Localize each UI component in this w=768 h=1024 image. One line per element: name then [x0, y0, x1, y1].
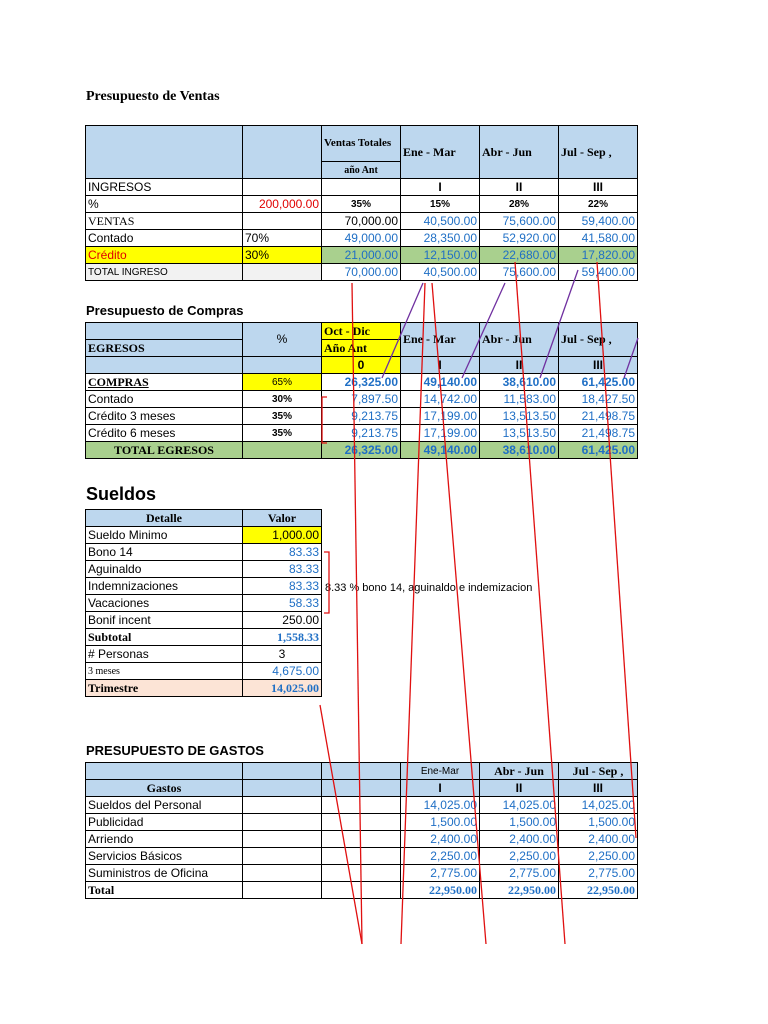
compras-compras-label: COMPRAS	[86, 374, 243, 391]
sueldos-row-label: Sueldo Minimo	[86, 527, 243, 544]
ventas-title: Presupuesto de Ventas	[86, 89, 220, 104]
ventas-total-q1: 40,500.00	[401, 264, 480, 281]
gastos-row-q3: 2,400.00	[559, 831, 638, 848]
compras-total-q1: 49,140.00	[401, 442, 480, 459]
gastos-row-q1: 14,025.00	[401, 797, 480, 814]
ventas-ventas-label: VENTAS	[86, 213, 243, 230]
compras-compras-q1: 49,140.00	[401, 374, 480, 391]
gastos-row-q2: 1,500.00	[480, 814, 559, 831]
cell-empty	[322, 797, 401, 814]
ventas-ventas-anio: 70,000.00	[322, 213, 401, 230]
gastos-row-q3: 14,025.00	[559, 797, 638, 814]
sueldos-row-value: 58.33	[243, 595, 322, 612]
gastos-head-gastos: Gastos	[86, 780, 243, 797]
sueldos-table	[85, 509, 322, 697]
ventas-ingresos-label: INGRESOS	[86, 179, 243, 196]
gastos-row-label: Publicidad	[86, 814, 243, 831]
compras-compras-q2: 38,610.00	[480, 374, 559, 391]
gastos-row-q2: 2,400.00	[480, 831, 559, 848]
gastos-row-label: Sueldos del Personal	[86, 797, 243, 814]
cell-empty	[243, 179, 322, 196]
gastos-row-q2: 14,025.00	[480, 797, 559, 814]
gastos-row-q1: 1,500.00	[401, 814, 480, 831]
gastos-row-label: Arriendo	[86, 831, 243, 848]
cell-empty	[243, 213, 322, 230]
ventas-head-q3: Jul - Sep ,	[559, 126, 638, 179]
ventas-head-totales: Ventas Totales	[322, 126, 401, 162]
ventas-total-q2: 75,600.00	[480, 264, 559, 281]
ventas-credito-q1: 12,150.00	[401, 247, 480, 264]
gastos-row-q1: 2,775.00	[401, 865, 480, 882]
sueldos-row-label: # Personas	[86, 646, 243, 663]
compras-compras-pct: 65%	[243, 374, 322, 391]
gastos-row-q1: 2,250.00	[401, 848, 480, 865]
ventas-ingresos-q2: II	[480, 179, 559, 196]
gastos-total-q3: 22,950.00	[559, 882, 638, 899]
sueldos-row-value: 83.33	[243, 544, 322, 561]
gastos-head-q3: Jul - Sep ,	[559, 763, 638, 780]
compras-contado-q2: 11,583.00	[480, 391, 559, 408]
compras-cred3-q2: 13,513.50	[480, 408, 559, 425]
cell-empty	[243, 357, 322, 374]
cell-empty	[322, 763, 401, 780]
cell-empty	[322, 814, 401, 831]
sueldos-row-value: 3	[243, 646, 322, 663]
gastos-row-label: Servicios Básicos	[86, 848, 243, 865]
ventas-head-q2: Abr - Jun	[480, 126, 559, 179]
ventas-total-label: TOTAL INGRESO	[86, 264, 243, 281]
ventas-head-blank	[86, 126, 243, 179]
cell-empty	[322, 780, 401, 797]
compras-total-q2: 38,610.00	[480, 442, 559, 459]
compras-cred3-o: 9,213.75	[322, 408, 401, 425]
ventas-total-q3: 59,400.00	[559, 264, 638, 281]
ventas-pct-q2: 28%	[480, 196, 559, 213]
compras-num-q1: I	[401, 357, 480, 374]
cell-empty	[243, 814, 322, 831]
ventas-table	[85, 125, 638, 281]
ventas-head-q1: Ene - Mar	[401, 126, 480, 179]
cell-empty	[322, 831, 401, 848]
compras-num-o: 0	[322, 357, 401, 374]
ventas-credito-pct: 30%	[243, 247, 322, 264]
sueldos-title: Sueldos	[86, 484, 157, 504]
sueldos-subtotal-label: Subtotal	[86, 629, 243, 646]
gastos-num-q1: I	[401, 780, 480, 797]
cell-empty	[243, 882, 322, 899]
compras-cred6-pct: 35%	[243, 425, 322, 442]
ventas-head-blank2	[243, 126, 322, 179]
cell-empty	[86, 763, 243, 780]
ventas-pct-q1: 15%	[401, 196, 480, 213]
sueldos-row-value: 83.33	[243, 578, 322, 595]
compras-contado-q3: 18,427.50	[559, 391, 638, 408]
sueldos-subtotal-value: 1,558.33	[243, 629, 322, 646]
compras-egresos-label: EGRESOS	[86, 340, 243, 357]
cell-empty	[322, 179, 401, 196]
cell-empty	[243, 831, 322, 848]
gastos-title: PRESUPUESTO DE GASTOS	[86, 743, 264, 758]
ventas-ingresos-q1: I	[401, 179, 480, 196]
ventas-credito-anio: 21,000.00	[322, 247, 401, 264]
cell-empty	[86, 323, 243, 340]
cell-empty	[243, 848, 322, 865]
cell-empty	[322, 865, 401, 882]
compras-total-label: TOTAL EGRESOS	[86, 442, 243, 459]
ventas-contado-q2: 52,920.00	[480, 230, 559, 247]
gastos-row-q2: 2,250.00	[480, 848, 559, 865]
sueldos-trimestre-value: 14,025.00	[243, 680, 322, 697]
sueldos-row-label: Vacaciones	[86, 595, 243, 612]
ventas-pct-label: %	[86, 196, 243, 213]
ventas-contado-anio: 49,000.00	[322, 230, 401, 247]
gastos-table	[85, 762, 638, 899]
ventas-ingresos-q3: III	[559, 179, 638, 196]
gastos-row-q2: 2,775.00	[480, 865, 559, 882]
compras-cred6-label: Crédito 6 meses	[86, 425, 243, 442]
compras-cred6-q2: 13,513.50	[480, 425, 559, 442]
compras-contado-q1: 14,742.00	[401, 391, 480, 408]
compras-cred6-q1: 17,199.00	[401, 425, 480, 442]
compras-cred3-pct: 35%	[243, 408, 322, 425]
cell-empty	[243, 264, 322, 281]
ventas-credito-label: Crédito	[86, 247, 243, 264]
sueldos-row-label: Bono 14	[86, 544, 243, 561]
sueldos-trimestre-label: Trimestre	[86, 680, 243, 697]
compras-cred6-o: 9,213.75	[322, 425, 401, 442]
sueldos-row-value: 250.00	[243, 612, 322, 629]
gastos-row-q3: 2,250.00	[559, 848, 638, 865]
gastos-row-q3: 2,775.00	[559, 865, 638, 882]
ventas-contado-label: Contado	[86, 230, 243, 247]
compras-head-oct: Oct - Dic	[322, 323, 401, 340]
compras-total-o: 26,325.00	[322, 442, 401, 459]
compras-contado-o: 7,897.50	[322, 391, 401, 408]
compras-total-q3: 61,425.00	[559, 442, 638, 459]
cell-empty	[243, 797, 322, 814]
gastos-head-q1: Ene-Mar	[401, 763, 480, 780]
ventas-head-anio: año Ant	[322, 162, 401, 179]
gastos-head-q2: Abr - Jun	[480, 763, 559, 780]
ventas-contado-q3: 41,580.00	[559, 230, 638, 247]
compras-head-q3: Jul - Sep ,	[559, 323, 638, 357]
compras-cred3-q1: 17,199.00	[401, 408, 480, 425]
compras-head-anio: Año Ant	[322, 340, 401, 357]
sueldos-row-value: 4,675.00	[243, 663, 322, 680]
ventas-pct-total: 200,000.00	[243, 196, 322, 213]
compras-contado-label: Contado	[86, 391, 243, 408]
cell-empty	[243, 780, 322, 797]
ventas-contado-pct: 70%	[243, 230, 322, 247]
cell-empty	[243, 865, 322, 882]
sueldos-head-detalle: Detalle	[86, 510, 243, 527]
compras-num-q3: III	[559, 357, 638, 374]
ventas-pct-anio: 35%	[322, 196, 401, 213]
sueldos-row-label: Indemnizaciones	[86, 578, 243, 595]
ventas-pct-q3: 22%	[559, 196, 638, 213]
compras-pct-head: %	[243, 323, 322, 357]
gastos-num-q3: III	[559, 780, 638, 797]
compras-cred3-label: Crédito 3 meses	[86, 408, 243, 425]
gastos-row-label: Suministros de Oficina	[86, 865, 243, 882]
gastos-row-q3: 1,500.00	[559, 814, 638, 831]
compras-cred6-q3: 21,498.75	[559, 425, 638, 442]
gastos-total-q2: 22,950.00	[480, 882, 559, 899]
compras-cred3-q3: 21,498.75	[559, 408, 638, 425]
cell-empty	[243, 763, 322, 780]
compras-num-q2: II	[480, 357, 559, 374]
compras-table	[85, 322, 638, 459]
compras-head-q2: Abr - Jun	[480, 323, 559, 357]
ventas-ventas-q2: 75,600.00	[480, 213, 559, 230]
sueldos-head-valor: Valor	[243, 510, 322, 527]
gastos-total-q1: 22,950.00	[401, 882, 480, 899]
compras-compras-q3: 61,425.00	[559, 374, 638, 391]
ventas-ventas-q1: 40,500.00	[401, 213, 480, 230]
sueldos-row-value: 83.33	[243, 561, 322, 578]
cell-empty	[322, 882, 401, 899]
ventas-credito-q3: 17,820.00	[559, 247, 638, 264]
sueldos-row-label: Bonif incent	[86, 612, 243, 629]
compras-title: Presupuesto de Compras	[86, 303, 244, 318]
sueldos-row-value: 1,000.00	[243, 527, 322, 544]
ventas-credito-q2: 22,680.00	[480, 247, 559, 264]
sueldos-note: 8.33 % bono 14, aguinaldo e indemizacion	[325, 582, 533, 594]
compras-compras-o: 26,325.00	[322, 374, 401, 391]
sueldos-row-label: Aguinaldo	[86, 561, 243, 578]
cell-empty	[243, 442, 322, 459]
gastos-num-q2: II	[480, 780, 559, 797]
compras-head-q1: Ene - Mar	[401, 323, 480, 357]
cell-empty	[322, 848, 401, 865]
gastos-total-label: Total	[86, 882, 243, 899]
ventas-total-anio: 70,000.00	[322, 264, 401, 281]
ventas-contado-q1: 28,350.00	[401, 230, 480, 247]
gastos-row-q1: 2,400.00	[401, 831, 480, 848]
ventas-ventas-q3: 59,400.00	[559, 213, 638, 230]
cell-empty	[86, 357, 243, 374]
compras-contado-pct: 30%	[243, 391, 322, 408]
sueldos-row-label: 3 meses	[86, 663, 243, 680]
